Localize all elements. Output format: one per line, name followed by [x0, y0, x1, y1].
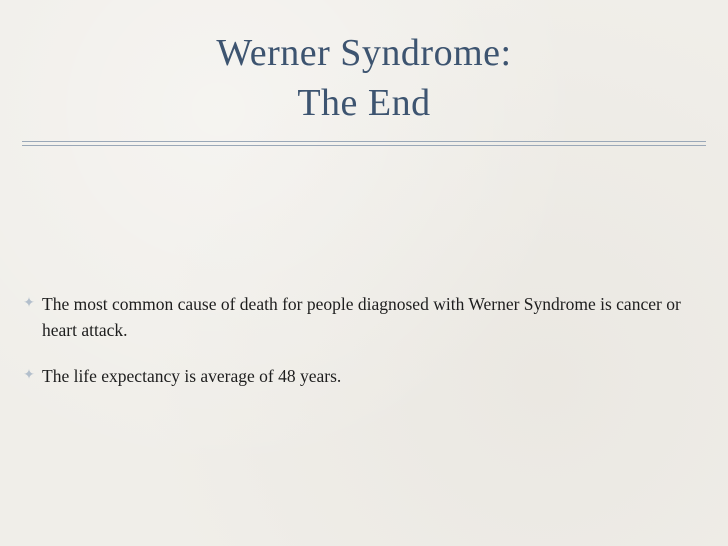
- bullet-list: [22, 291, 712, 409]
- bullet-item: [22, 363, 712, 389]
- slide-title-line-1: Werner Syndrome:: [216, 32, 512, 74]
- title-divider-top: [22, 141, 706, 142]
- bullet-text: The most common cause of death for people diagnosed with Werner Syndrome is cancer or heart attack.: [42, 294, 681, 340]
- star-bullet-icon: ✦: [23, 368, 35, 383]
- bullet-item: [22, 291, 712, 343]
- slide-title: [0, 28, 728, 128]
- bullet-text: The life expectancy is average of 48 years.: [42, 366, 342, 386]
- star-bullet-icon: ✦: [23, 296, 35, 311]
- title-divider-bottom: [22, 145, 706, 146]
- slide-title-line-2: The End: [297, 82, 431, 124]
